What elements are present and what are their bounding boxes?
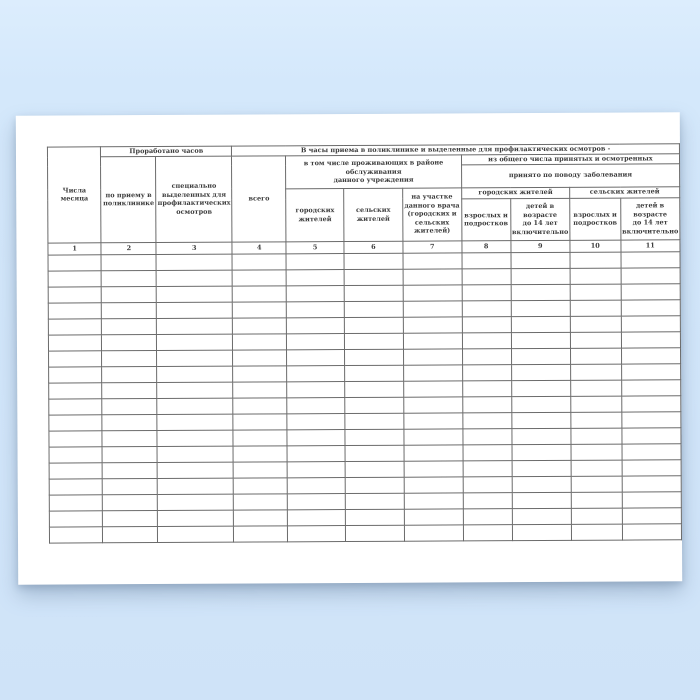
header-col-rural-children: детей в возрасте до 14 лет включительно [620,197,680,239]
empty-cell [233,365,287,381]
empty-cell [621,411,680,427]
empty-cell [345,333,404,349]
form-table [47,143,682,543]
empty-cell [622,443,681,459]
empty-cell [103,478,158,494]
empty-cell [287,317,345,333]
empty-cell [233,461,287,477]
empty-cell [463,492,512,508]
empty-cell [156,254,232,270]
empty-cell [344,317,403,333]
empty-cell [49,366,103,382]
empty-cell [511,284,570,300]
empty-cell [570,332,621,348]
empty-cell [102,334,157,350]
table-row [49,523,681,542]
empty-cell [622,475,681,491]
empty-cell [49,414,103,430]
column-number-cell: 11 [621,239,680,251]
header-group-urban-residents: городских жителей [461,187,569,199]
empty-cell [48,254,102,270]
empty-cell [404,412,463,428]
empty-cell [157,414,233,430]
empty-cell [462,332,511,348]
empty-cell [49,350,103,366]
empty-cell [102,446,157,462]
empty-cell [621,331,680,347]
empty-cell [462,284,511,300]
empty-cell [102,318,157,334]
data-rows-body [48,251,681,542]
empty-cell [621,363,680,379]
empty-cell [158,478,234,494]
header-group-rural-residents: сельских жителей [570,186,680,198]
empty-cell [571,508,622,524]
empty-cell [462,348,511,364]
empty-cell [345,461,404,477]
empty-cell [622,491,681,507]
empty-cell [102,302,157,318]
empty-cell [404,444,463,460]
empty-cell [345,493,404,509]
empty-cell [344,269,403,285]
empty-cell [463,460,512,476]
empty-cell [622,523,681,539]
empty-cell [158,510,234,526]
header-group-of-total-examined: из общего числа принятых и осмотренных [461,154,679,165]
empty-cell [287,397,345,413]
empty-cell [48,318,102,334]
empty-cell [463,412,512,428]
empty-cell [512,492,571,508]
empty-cell [158,526,234,542]
empty-cell [287,381,345,397]
empty-cell [287,333,345,349]
empty-cell [462,364,511,380]
header-group-disease-visits: принято по поводу заболевания [461,163,679,187]
empty-cell [345,413,404,429]
empty-cell [404,492,463,508]
column-number-cell: 6 [344,241,403,253]
header-group-worked-hours: Проработано часов [101,146,232,157]
empty-cell [463,476,512,492]
empty-cell [621,379,680,395]
empty-cell [344,301,403,317]
empty-cell [233,413,287,429]
empty-cell [49,510,103,526]
empty-cell [287,477,345,493]
header-group-district-residents: в том числе проживающих в районе обслуживания данного учреждения [286,155,462,188]
empty-cell [511,332,570,348]
column-number-cell: 7 [403,240,462,252]
empty-cell [511,380,570,396]
empty-cell [345,429,404,445]
empty-cell [48,302,102,318]
empty-cell [622,459,681,475]
empty-cell [344,253,403,269]
empty-cell [233,301,287,317]
empty-cell [287,349,345,365]
empty-cell [102,366,157,382]
empty-cell [511,300,570,316]
empty-cell [570,300,621,316]
header-col-rural-adults: взрослых и подростков [570,198,621,240]
empty-cell [158,494,234,510]
empty-cell [49,526,103,542]
empty-cell [621,283,680,299]
column-number-cell: 5 [286,241,344,253]
header-col-urban-children: детей в возрасте до 14 лет включительно [510,198,570,240]
empty-cell [344,285,403,301]
empty-cell [403,364,462,380]
column-number-cell: 1 [48,242,101,254]
empty-cell [621,315,680,331]
empty-cell [462,380,511,396]
empty-cell [403,300,462,316]
empty-cell [463,508,512,524]
empty-cell [511,268,570,284]
empty-cell [157,398,233,414]
empty-cell [403,284,462,300]
empty-cell [404,508,463,524]
empty-cell [571,460,622,476]
column-number-cell: 2 [101,242,156,254]
header-body [47,144,680,255]
empty-cell [403,396,462,412]
column-number-cell: 9 [511,240,570,252]
empty-cell [621,299,680,315]
empty-cell [571,428,622,444]
empty-cell [286,285,344,301]
empty-cell [103,462,158,478]
empty-cell [49,398,103,414]
empty-cell [570,268,621,284]
empty-cell [512,428,571,444]
empty-cell [157,334,233,350]
empty-cell [570,284,621,300]
empty-cell [286,253,344,269]
column-number-cell: 4 [232,241,286,253]
empty-cell [511,316,570,332]
empty-cell [287,461,345,477]
empty-cell [157,286,233,302]
empty-cell [48,270,102,286]
empty-cell [234,525,288,541]
empty-cell [234,493,288,509]
paper-sheet [16,112,682,584]
empty-cell [511,412,570,428]
empty-cell [288,525,346,541]
empty-cell [287,429,345,445]
empty-cell [511,364,570,380]
column-number-cell: 8 [462,240,511,252]
empty-cell [288,493,346,509]
empty-cell [404,476,463,492]
empty-cell [462,252,511,268]
empty-cell [571,396,622,412]
empty-cell [346,525,405,541]
empty-cell [49,382,103,398]
empty-cell [233,477,287,493]
empty-cell [156,270,232,286]
empty-cell [571,380,622,396]
empty-cell [571,476,622,492]
empty-cell [571,444,622,460]
header-col-day-of-month: Числа месяца [47,147,101,243]
header-col-rural-residents: сельских жителей [344,188,403,241]
empty-cell [157,302,233,318]
empty-cell [404,428,463,444]
empty-cell [103,494,158,510]
empty-cell [157,350,233,366]
column-number-cell: 10 [570,240,621,252]
header-group-reception-hours: В часы приема в поликлинике и выделенные для профилактических осмотров - [232,144,680,156]
empty-cell [233,333,287,349]
empty-cell [102,398,157,414]
empty-cell [345,397,404,413]
empty-cell [512,444,571,460]
empty-cell [233,349,287,365]
empty-cell [621,347,680,363]
empty-cell [157,462,233,478]
header-col-prophylactic-hours: специально выделенных для профилактических осмотров [156,156,232,242]
empty-cell [512,460,571,476]
empty-cell [621,267,680,283]
empty-cell [622,427,681,443]
empty-cell [102,414,157,430]
empty-cell [345,381,404,397]
empty-cell [157,318,233,334]
empty-cell [49,478,103,494]
empty-cell [345,509,404,525]
empty-cell [232,269,286,285]
header-col-urban-adults: взрослых и подростков [461,198,510,240]
empty-cell [233,397,287,413]
empty-cell [48,334,102,350]
empty-cell [621,251,680,267]
empty-cell [621,395,680,411]
empty-cell [462,300,511,316]
empty-cell [403,348,462,364]
empty-cell [102,382,157,398]
empty-cell [570,316,621,332]
empty-cell [462,268,511,284]
empty-cell [287,301,345,317]
empty-cell [233,445,287,461]
empty-cell [512,476,571,492]
empty-cell [404,524,463,540]
empty-cell [102,270,157,286]
empty-cell [463,444,512,460]
empty-cell [511,348,570,364]
empty-cell [570,348,621,364]
empty-cell [157,430,233,446]
empty-cell [570,252,621,268]
empty-cell [232,285,286,301]
empty-cell [286,269,344,285]
empty-cell [571,524,622,540]
empty-cell [49,462,103,478]
empty-cell [233,381,287,397]
empty-cell [157,366,233,382]
empty-cell [233,317,287,333]
empty-cell [463,428,512,444]
empty-cell [157,382,233,398]
empty-cell [345,349,404,365]
empty-cell [403,252,462,268]
empty-cell [102,286,157,302]
empty-cell [622,507,681,523]
header-col-clinic-reception: по приему в поликлинике [101,157,156,243]
empty-cell [404,460,463,476]
empty-cell [345,365,404,381]
empty-cell [403,268,462,284]
empty-cell [101,254,156,270]
empty-cell [463,524,512,540]
empty-cell [287,445,345,461]
empty-cell [463,396,512,412]
empty-cell [403,380,462,396]
empty-cell [102,350,157,366]
empty-cell [571,492,622,508]
empty-cell [345,477,404,493]
empty-cell [49,430,103,446]
empty-cell [511,396,570,412]
empty-cell [511,252,570,268]
empty-cell [49,446,103,462]
empty-cell [288,509,346,525]
empty-cell [512,508,571,524]
empty-cell [103,510,158,526]
empty-cell [48,286,102,302]
empty-cell [462,316,511,332]
header-col-urban-residents: городских жителей [286,188,344,241]
empty-cell [103,526,158,542]
empty-cell [49,494,103,510]
empty-cell [345,445,404,461]
empty-cell [571,412,622,428]
empty-cell [234,509,288,525]
empty-cell [287,365,345,381]
header-col-doctor-precinct: на участке данного врача (городских и сельских жителей) [402,187,461,240]
empty-cell [403,316,462,332]
empty-cell [287,413,345,429]
column-number-cell: 3 [156,242,232,254]
empty-cell [512,524,571,540]
empty-cell [102,430,157,446]
header-col-total: всего [232,156,286,242]
empty-cell [233,429,287,445]
empty-cell [571,364,622,380]
empty-cell [232,253,286,269]
empty-cell [403,332,462,348]
empty-cell [157,446,233,462]
